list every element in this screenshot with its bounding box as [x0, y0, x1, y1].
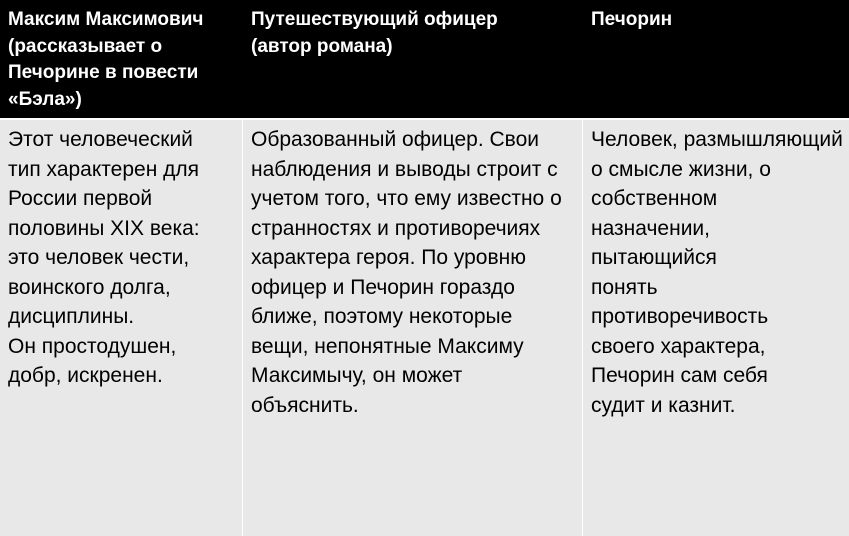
header-traveling-officer: Путешествующий офицер (автор романа): [242, 0, 582, 119]
cell-pechorin: Человек, размышляющий о смысле жизни, о собственном назначении, пытающийся понять противоречивость своего характера, Печорин сам себя судит и казнит.: [582, 119, 849, 536]
header-maxim-maximovich: Максим Максимович (рассказывает о Печорине в повести «Бэла»): [0, 0, 242, 119]
cell-traveling-officer: Образованный офицер. Свои наблюдения и выводы строит с учетом того, что ему известно о странностях и противоречиях характера героя. По уровню офицер и Печорин гораздо ближе, поэтому некоторые вещи, непонятные Максиму Максимычу, он может объяснить.: [242, 119, 582, 536]
header-separator: [0, 118, 849, 120]
header-pechorin: Печорин: [582, 0, 849, 119]
cell-maxim-maximovich: Этот человеческий тип характерен для России первой половины XIX века: это человек чести, воинского долга, дисциплины. Он простодушен, добр, искренен.: [0, 119, 242, 536]
